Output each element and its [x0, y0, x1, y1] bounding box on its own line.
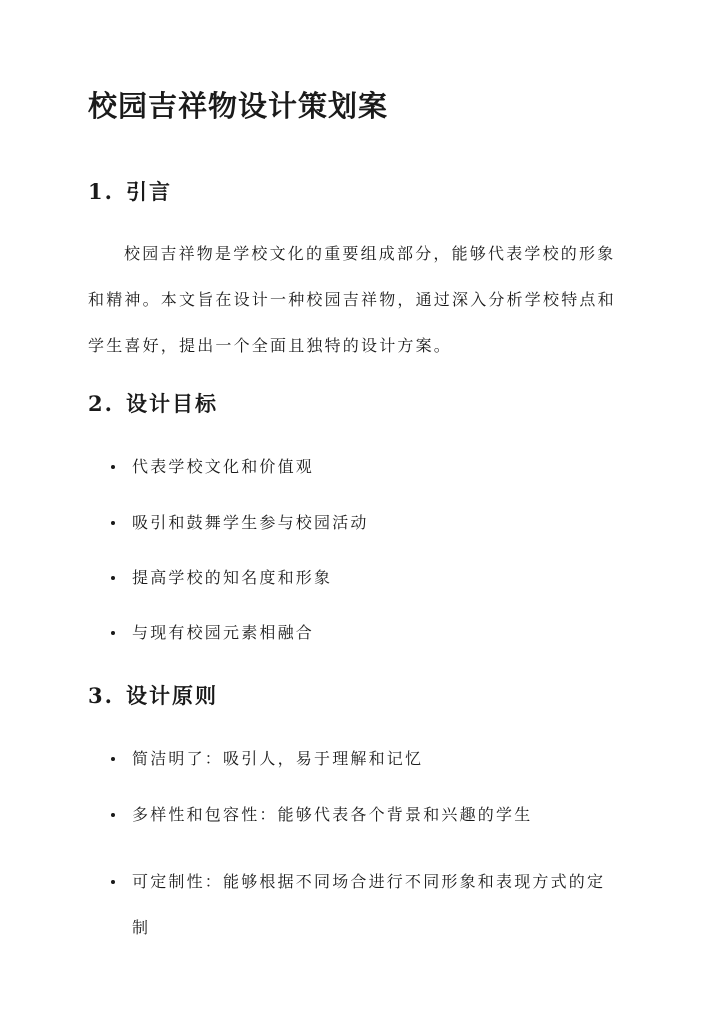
paragraph-line: 和精神。本文旨在设计一种校园吉祥物，通过深入分析学校特点和: [88, 290, 616, 309]
list-item: [88, 512, 369, 534]
list-item: [88, 859, 605, 951]
paragraph-line: 学生喜好，提出一个全面且独特的设计方案。: [88, 336, 453, 355]
intro-paragraph: [88, 231, 633, 369]
bullet-icon: [111, 465, 115, 469]
bullet-icon: [111, 757, 115, 761]
section-title: 设计原则: [126, 683, 218, 708]
list-item-text: 可定制性：能够根据不同场合进行不同形象和表现方式的定: [132, 872, 606, 891]
section-number: 3.: [88, 683, 114, 708]
list-item-text: 与现有校园元素相融合: [132, 623, 315, 642]
bullet-icon: [111, 813, 115, 817]
section-heading-goals: [88, 388, 218, 418]
bullet-icon: [111, 521, 115, 525]
list-item-text: 制: [132, 918, 151, 937]
list-item-text: 简洁明了：吸引人，易于理解和记忆: [132, 749, 424, 768]
bullet-icon: [111, 880, 115, 884]
section-title: 设计目标: [126, 391, 218, 416]
list-item-text: 吸引和鼓舞学生参与校园活动: [132, 513, 369, 532]
list-item-text: 多样性和包容性：能够代表各个背景和兴趣的学生: [132, 805, 533, 824]
list-item-text: 提高学校的知名度和形象: [132, 568, 333, 587]
paragraph-line: 校园吉祥物是学校文化的重要组成部分，能够代表学校的形象: [124, 244, 616, 263]
list-item: [88, 622, 314, 644]
list-item-text: 代表学校文化和价值观: [132, 457, 315, 476]
list-item: [88, 567, 332, 589]
list-item: [88, 804, 532, 826]
section-number: 2.: [88, 391, 114, 416]
list-item: [88, 748, 423, 770]
section-heading-intro: [88, 176, 172, 206]
list-item: [88, 456, 314, 478]
section-number: 1.: [88, 179, 114, 204]
section-title: 引言: [126, 179, 172, 204]
bullet-icon: [111, 631, 115, 635]
document-title: 校园吉祥物设计策划案: [88, 89, 389, 123]
section-heading-principles: [88, 680, 218, 710]
bullet-icon: [111, 576, 115, 580]
